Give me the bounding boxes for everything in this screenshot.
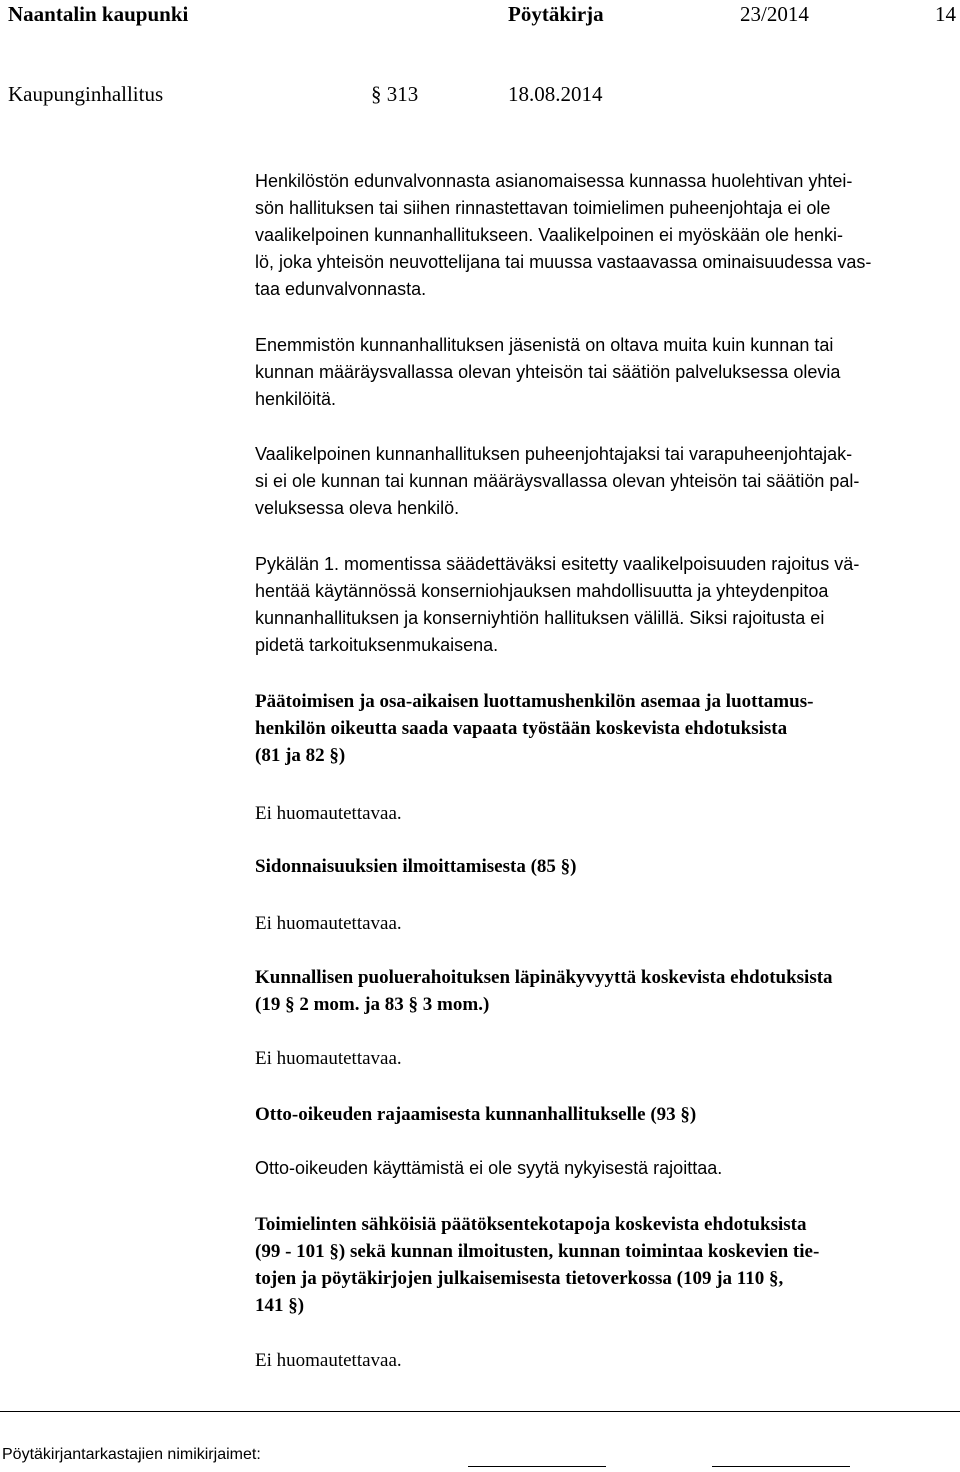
heading-line: Otto-oikeuden rajaamisesta kunnanhallitukselle (93 §): [255, 1104, 697, 1125]
heading-line: 141 §): [255, 1295, 305, 1316]
municipality-name: Naantalin kaupunki: [8, 2, 189, 26]
section-statement: Ei huomautettavaa.: [255, 1350, 402, 1371]
text-line: sön hallituksen tai siihen rinnastettavan toimielimen puheenjohtaja ei ole: [255, 198, 831, 218]
signature-line: [712, 1466, 850, 1467]
heading-line: Sidonnaisuuksien ilmoittamisesta (85 §): [255, 856, 577, 877]
signature-line: [468, 1466, 606, 1467]
text-line: kunnanhallituksen ja konserniyhtiön hallituksen välillä. Siksi rajoitusta ei: [255, 608, 825, 628]
text-line: veluksessa oleva henkilö.: [255, 498, 460, 518]
heading-line: (19 § 2 mom. ja 83 § 3 mom.): [255, 994, 490, 1015]
governing-body: Kaupunginhallitus: [8, 82, 164, 106]
heading-line: Päätoimisen ja osa-aikaisen luottamushenkilön asemaa ja luottamus-: [255, 691, 814, 712]
text-line: Otto-oikeuden käyttämistä ei ole syytä nykyisestä rajoittaa.: [255, 1158, 723, 1178]
signature-label: Pöytäkirjantarkastajien nimikirjaimet:: [2, 1446, 261, 1463]
paragraph-majority-members: [255, 332, 840, 413]
paragraph-eligibility-restriction: [255, 551, 859, 659]
text-line: hentää käytännössä konserniohjauksen mahdollisuutta ja yhteydenpitoa: [255, 581, 829, 601]
document-type: Pöytäkirja: [508, 2, 604, 26]
text-line: Vaalikelpoinen kunnanhallituksen puheenjohtajaksi tai varapuheenjohtajak-: [255, 444, 853, 464]
section-heading-trustee-status: [255, 688, 813, 769]
paragraph-chair-eligibility: [255, 441, 859, 522]
meeting-date: 18.08.2014: [508, 82, 603, 106]
heading-line: tojen ja pöytäkirjojen julkaisemisesta tietoverkossa (109 ja 110 §,: [255, 1268, 784, 1289]
text-line: henkilöitä.: [255, 389, 337, 409]
section-heading-commitments: [255, 853, 576, 880]
heading-line: Toimielinten sähköisiä päätöksentekotapoja koskevista ehdotuksista: [255, 1214, 807, 1235]
section-heading-party-funding: [255, 964, 833, 1018]
text-line: vaalikelpoinen kunnanhallitukseen. Vaalikelpoinen ei myöskään ole henki-: [255, 225, 844, 245]
heading-line: (99 - 101 §) sekä kunnan ilmoitusten, kunnan toimintaa koskevien tie-: [255, 1241, 820, 1262]
text-line: taa edunvalvonnasta.: [255, 279, 427, 299]
page-number: 14: [935, 2, 956, 26]
paragraph-staff-representation: [255, 168, 871, 303]
text-line: pidetä tarkoituksenmukaisena.: [255, 635, 499, 655]
section-statement: Ei huomautettavaa.: [255, 1048, 402, 1069]
text-line: si ei ole kunnan tai kunnan määräysvallassa olevan yhteisön tai säätiön pal-: [255, 471, 860, 491]
section-statement: [255, 1155, 722, 1182]
text-line: lö, joka yhteisön neuvottelijana tai muussa vastaavassa ominaisuudessa vas-: [255, 252, 872, 272]
section-number: § 313: [371, 82, 419, 106]
section-heading-electronic-decisions: [255, 1211, 819, 1319]
text-line: Pykälän 1. momentissa säädettäväksi esitetty vaalikelpoisuuden rajoitus vä-: [255, 554, 860, 574]
section-statement: Ei huomautettavaa.: [255, 803, 402, 824]
document-number: 23/2014: [740, 2, 809, 26]
section-heading-take-over-right: [255, 1101, 696, 1128]
heading-line: (81 ja 82 §): [255, 745, 346, 766]
section-statement: Ei huomautettavaa.: [255, 913, 402, 934]
heading-line: Kunnallisen puoluerahoituksen läpinäkyvyyttä koskevista ehdotuksista: [255, 967, 833, 988]
text-line: Enemmistön kunnanhallituksen jäsenistä on oltava muita kuin kunnan tai: [255, 335, 834, 355]
footer-divider: [0, 1411, 960, 1412]
heading-line: henkilön oikeutta saada vapaata työstään koskevista ehdotuksista: [255, 718, 788, 739]
text-line: Henkilöstön edunvalvonnasta asianomaisessa kunnassa huolehtivan yhtei-: [255, 171, 853, 191]
body-column: [255, 0, 960, 1400]
text-line: kunnan määräysvallassa olevan yhteisön tai säätiön palveluksessa olevia: [255, 362, 841, 382]
